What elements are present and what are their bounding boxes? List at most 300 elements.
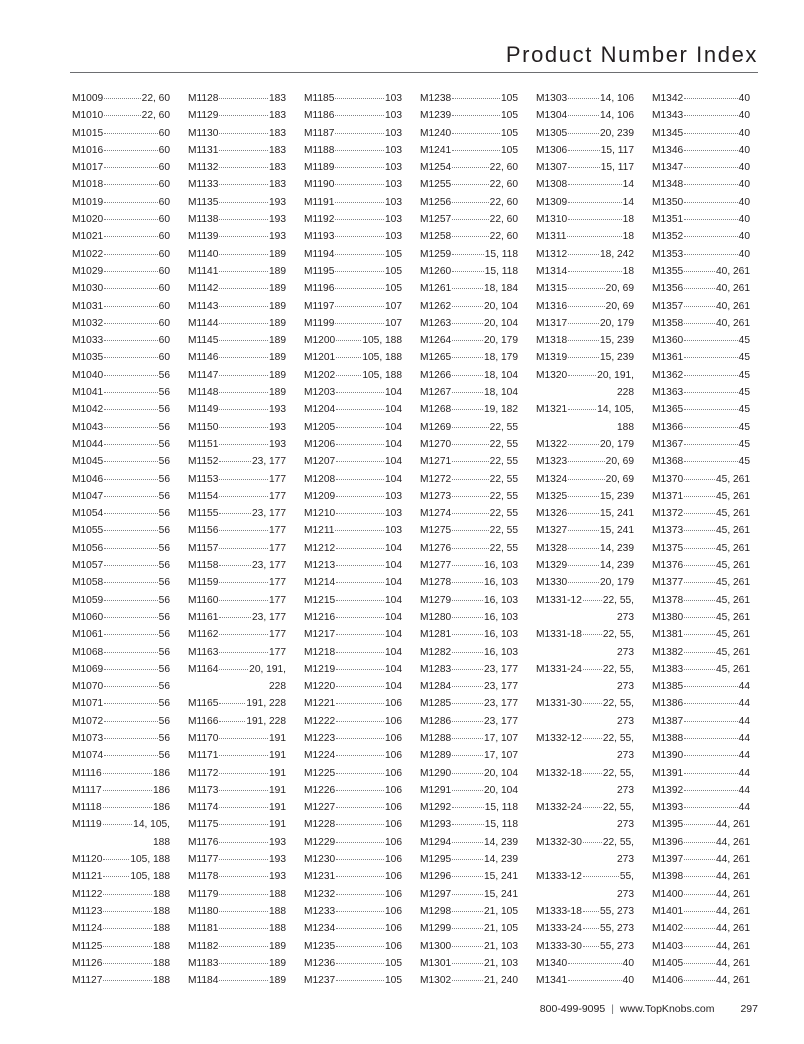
index-entry [652,609,750,626]
index-entry-line [420,125,518,142]
page-refs: 193 [269,214,286,226]
index-entry-line [188,730,286,747]
product-number: M1018 [72,179,104,191]
dot-leader [104,755,158,756]
page-refs: 23, 177 [252,508,286,520]
index-entry-line [420,505,518,522]
index-entry [652,419,750,436]
dot-leader [104,98,141,99]
product-number: M1378 [652,594,684,606]
page-refs: 189 [269,300,286,312]
index-entry [420,695,518,712]
index-entry-line [304,903,402,920]
index-entry [304,678,402,695]
index-entry [536,730,634,765]
page-refs: 191 [269,767,286,779]
page-refs: 45 [738,369,750,381]
dot-leader [336,375,361,376]
index-entry-line [652,505,750,522]
page-refs: 15, 118 [484,802,518,814]
index-entry [652,315,750,332]
index-entry [420,471,518,488]
index-entry-line [188,592,286,609]
index-entry-line [304,713,402,730]
product-number: M1235 [304,940,336,952]
index-entry [304,280,402,297]
index-entry-line [72,886,170,903]
index-entry [420,315,518,332]
index-entry-line [536,90,634,107]
index-entry [188,194,286,211]
dot-leader [219,721,245,722]
index-entry [72,868,170,885]
product-number: M1195 [304,265,335,277]
index-entry [188,816,286,833]
index-entry [652,401,750,418]
dot-leader [336,859,384,860]
dot-leader [104,703,158,704]
index-entry [72,384,170,401]
index-entry-line [304,730,402,747]
page-refs: 106 [385,767,402,779]
index-entry-line [188,90,286,107]
page-refs: 44, 261 [716,957,750,969]
product-number: M1301 [420,957,452,969]
index-entry [652,453,750,470]
index-entry [420,868,518,885]
product-number: M1355 [652,265,684,277]
index-entry-line [188,851,286,868]
product-number: M1259 [420,248,452,260]
index-entry-line [420,332,518,349]
product-number: M1236 [304,957,336,969]
index-entry [304,661,402,678]
index-entry [72,176,170,193]
product-number: M1357 [652,300,684,312]
page-refs-continued: 273 [617,784,634,796]
index-entry [420,107,518,124]
index-entry [72,851,170,868]
product-number: M1196 [304,283,335,295]
dot-leader [103,773,152,774]
page-refs: 22, 55, [602,802,634,814]
index-entry [420,263,518,280]
product-number: M1405 [652,957,684,969]
dot-leader [336,773,384,774]
index-entry-line [72,799,170,816]
index-entry [536,955,634,972]
page-refs: 60 [158,231,170,243]
index-entry [420,920,518,937]
product-number: M1393 [652,802,684,814]
page-refs: 45 [738,404,750,416]
page-refs: 191, 228 [246,715,286,727]
page-refs: 104 [385,542,402,554]
dot-leader [568,513,599,514]
index-entry [304,367,402,384]
index-entry-line [420,228,518,245]
dot-leader [335,254,384,255]
index-entry [652,125,750,142]
dot-leader [684,600,715,601]
dot-leader [219,150,268,151]
index-entry-line [536,903,634,920]
product-number: M1319 [536,352,568,364]
index-entry [420,194,518,211]
product-number: M1363 [652,387,684,399]
page-refs: 189 [269,317,286,329]
product-number: M1288 [420,732,452,744]
index-entry-line [420,747,518,764]
index-entry-line [536,349,634,366]
product-number: M1260 [420,265,452,277]
index-entry [652,972,750,989]
index-entry [304,851,402,868]
page-refs: 188 [269,923,286,935]
dot-leader [336,634,384,635]
index-entry [304,453,402,470]
page-refs: 106 [385,836,402,848]
page-refs: 103 [385,144,402,156]
index-entry [72,332,170,349]
dot-leader [335,323,384,324]
index-entry [72,747,170,764]
index-entry-line [652,816,750,833]
dot-leader [336,738,384,739]
page-title: Product Number Index [505,42,758,67]
dot-leader [452,617,483,618]
dot-leader [583,807,602,808]
dot-leader [684,375,738,376]
index-entry-line [72,90,170,107]
index-entry-line [536,176,634,193]
dot-leader [104,669,158,670]
page-refs: 44 [738,767,750,779]
index-entry [304,246,402,263]
index-entry [536,298,634,315]
page-refs: 14, 106 [600,93,634,104]
index-entry [72,782,170,799]
index-entry-line [304,574,402,591]
page-refs: 189 [269,940,286,952]
dot-leader [452,444,489,445]
page-refs: 105 [501,93,518,104]
product-number: M1312 [536,248,568,260]
dot-leader [103,876,129,877]
index-entry-line [72,782,170,799]
index-column [652,90,750,990]
product-number: M1308 [536,179,568,191]
product-number: M1173 [188,784,219,796]
index-entry-line [420,142,518,159]
product-number: M1045 [72,456,104,468]
page-refs: 56 [158,421,170,433]
dot-leader [568,963,622,964]
index-entry [188,367,286,384]
dot-leader [219,669,248,670]
page-refs: 22, 55, [602,767,634,779]
page-refs: 22, 60 [141,93,170,104]
page-refs: 16, 103 [484,594,518,606]
index-entry-line [652,938,750,955]
page-refs: 56 [158,525,170,537]
product-number: M1184 [188,975,219,987]
page-refs: 193 [269,421,286,433]
page-refs: 15, 241 [484,871,518,883]
index-entry-line [72,315,170,332]
index-entry [72,107,170,124]
page-refs: 23, 177 [484,698,518,710]
page-refs: 40 [738,231,750,243]
dot-leader [684,755,738,756]
product-number: M1284 [420,681,452,693]
index-entry [536,125,634,142]
index-entry-line [420,730,518,747]
product-number: M1155 [188,508,219,520]
dot-leader [452,842,483,843]
index-entry-line [420,540,518,557]
index-entry-line [652,626,750,643]
page-refs: 15, 118 [484,819,518,831]
dot-leader [452,357,483,358]
index-entry [652,280,750,297]
index-entry [304,194,402,211]
index-entry-line [420,955,518,972]
index-entry-line [536,834,634,851]
index-entry-line [72,592,170,609]
index-entry [304,626,402,643]
index-entry-line [420,349,518,366]
page-refs: 56 [158,473,170,485]
dot-leader [684,842,715,843]
product-number: M1331-30 [536,698,582,710]
dot-leader [336,669,384,670]
page-refs: 14, 239 [600,542,634,554]
index-entry [188,228,286,245]
page-refs: 45 [738,352,750,364]
index-entry [188,384,286,401]
index-entry [652,678,750,695]
dot-leader [684,911,715,912]
page-refs: 56 [158,369,170,381]
index-entry-line [188,107,286,124]
index-entry [188,834,286,851]
index-entry-line [72,194,170,211]
dot-leader [103,911,152,912]
dot-leader [219,790,268,791]
dot-leader [104,409,158,410]
page-refs-continued: 273 [617,611,634,623]
dot-leader [452,236,489,237]
dot-leader [684,340,738,341]
index-entry-line [536,159,634,176]
dot-leader [452,115,500,116]
index-entry-line [188,211,286,228]
page-refs: 44, 261 [716,854,750,866]
index-entry-line [536,730,634,747]
page-refs: 20, 104 [484,300,518,312]
index-entry-line [536,505,634,522]
index-entry [420,349,518,366]
page-refs: 44 [738,802,750,814]
index-entry [536,263,634,280]
dot-leader [684,444,738,445]
dot-leader [684,807,738,808]
index-entry [536,194,634,211]
index-entry [72,194,170,211]
index-entry [536,574,634,591]
index-entry-line [420,436,518,453]
product-number: M1147 [188,369,219,381]
index-entry-line [536,661,634,678]
index-entry-line [420,938,518,955]
dot-leader [219,133,268,134]
page-refs: 188 [153,975,170,987]
index-entry [304,920,402,937]
dot-leader [568,980,622,981]
page-refs: 55, 273 [600,905,634,917]
index-entry [420,938,518,955]
page-refs: 20, 104 [484,317,518,329]
product-number: M1331-24 [536,663,582,675]
dot-leader [452,859,483,860]
product-number: M1121 [72,871,103,883]
product-number: M1232 [304,888,336,900]
dot-leader [336,548,384,549]
index-entry-line [72,730,170,747]
index-entry [420,782,518,799]
index-entry-line [652,315,750,332]
product-number: M1375 [652,542,684,554]
index-entry [652,955,750,972]
index-entry-line [420,367,518,384]
dot-leader [219,202,268,203]
page-refs: 45, 261 [716,473,750,485]
dot-leader [219,288,268,289]
product-number: M1009 [72,93,104,104]
dot-leader [336,496,384,497]
product-number: M1189 [304,162,335,174]
product-number: M1383 [652,663,684,675]
page-refs: 104 [385,611,402,623]
dot-leader [219,409,268,410]
page-refs: 106 [385,923,402,935]
product-number: M1282 [420,646,452,658]
page-refs: 18 [622,231,634,243]
index-entry-line [420,644,518,661]
dot-leader [452,807,484,808]
page-refs: 20, 69 [605,473,634,485]
index-entry [652,920,750,937]
page-refs: 103 [385,127,402,139]
product-number: M1158 [188,560,219,572]
product-number: M1274 [420,508,452,520]
index-entry-line [304,488,402,505]
product-number: M1019 [72,196,104,208]
index-entry [304,730,402,747]
page-refs: 17, 107 [484,732,518,744]
index-entry [536,488,634,505]
index-entry [536,176,634,193]
page-refs: 18 [622,265,634,277]
index-entry [420,661,518,678]
index-entry-line [72,557,170,574]
product-number: M1144 [188,317,219,329]
index-entry-line [188,540,286,557]
dot-leader [684,530,715,531]
page-refs: 189 [269,265,286,277]
index-entry [304,401,402,418]
product-number: M1073 [72,732,104,744]
index-entry [72,280,170,297]
index-entry-line [72,332,170,349]
page-refs: 21, 105 [484,905,518,917]
index-entry-line [304,609,402,626]
page-refs: 15, 117 [600,144,634,156]
index-entry [536,211,634,228]
index-entry-line [652,920,750,937]
page-refs-continued: 273 [617,888,634,900]
dot-leader [452,306,483,307]
dot-leader [583,703,602,704]
index-entry-line [72,159,170,176]
index-entry [188,713,286,730]
index-entry [652,868,750,885]
index-entry-line [304,176,402,193]
index-entry [536,107,634,124]
product-number: M1401 [652,905,684,917]
index-entry-line [304,834,402,851]
product-number: M1326 [536,508,568,520]
index-entry-line [188,471,286,488]
index-entry [304,609,402,626]
page-refs: 40, 261 [716,265,750,277]
dot-leader [219,876,268,877]
index-entry-line [536,401,634,418]
index-entry [420,644,518,661]
dot-leader [583,928,599,929]
product-number: M1164 [188,663,219,675]
dot-leader [219,859,268,860]
index-entry [188,799,286,816]
index-entry-line [536,315,634,332]
page-refs: 56 [158,750,170,762]
index-entry-line [536,626,634,643]
dot-leader [452,824,484,825]
product-number: M1054 [72,508,104,520]
page-refs: 106 [385,819,402,831]
product-number: M1299 [420,923,452,935]
page-refs: 193 [269,854,286,866]
index-entry-line [420,263,518,280]
product-number: M1190 [304,179,335,191]
index-entry-line [72,246,170,263]
page-refs: 60 [158,352,170,364]
index-entry-line [536,799,634,816]
index-entry [420,592,518,609]
product-number: M1214 [304,577,336,589]
page-refs: 16, 103 [484,611,518,623]
page-refs: 56 [158,542,170,554]
index-entry-line [188,298,286,315]
page-refs: 193 [269,871,286,883]
product-number: M1041 [72,387,104,399]
index-entry-line [652,592,750,609]
product-number: M1188 [304,144,335,156]
dot-leader [684,150,738,151]
page-refs: 40 [738,248,750,260]
index-entry-line [420,626,518,643]
